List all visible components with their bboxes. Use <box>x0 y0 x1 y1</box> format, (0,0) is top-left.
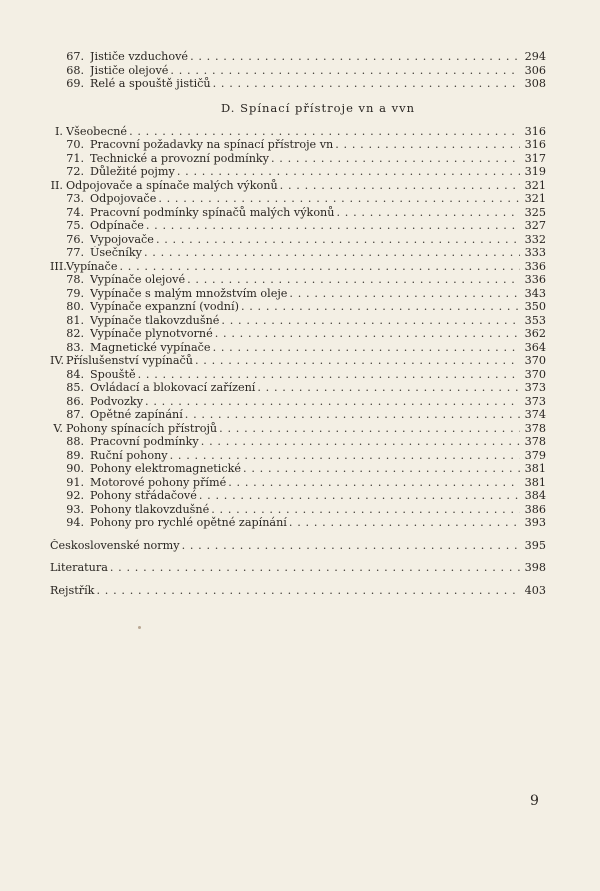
dot-leader <box>228 476 520 490</box>
entry-title: Magnetické vypínače <box>90 340 211 354</box>
entry-number: II. <box>50 178 63 192</box>
entry-title: Rejstřík <box>50 583 95 597</box>
toc-subentry <box>50 449 546 463</box>
entry-number: 94. <box>66 516 84 529</box>
entry-number: I. <box>55 124 63 138</box>
toc-section <box>50 179 546 193</box>
entry-title: Důležité pojmy <box>90 165 175 178</box>
toc-subentry <box>50 435 546 449</box>
spacer <box>50 530 546 539</box>
entry-title: Pohony střádačové <box>90 489 197 502</box>
toc-subentry <box>50 368 546 382</box>
entry-page: 381 <box>524 462 546 475</box>
entry-page: 321 <box>524 178 546 192</box>
toc-subentry <box>50 206 546 220</box>
entry-number: 88. <box>66 435 84 448</box>
entry-title: Ovládací a blokovací zařízení <box>90 381 256 394</box>
entry-page: 378 <box>524 421 546 435</box>
spacer <box>50 575 546 584</box>
entry-number: 86. <box>66 394 84 408</box>
toc-section <box>50 354 546 368</box>
dot-leader <box>219 422 520 436</box>
toc-subentry <box>50 489 546 503</box>
entry-number: IV. <box>50 354 65 367</box>
entry-number: 80. <box>66 300 84 313</box>
entry-title: Literatura <box>50 561 108 574</box>
dot-leader <box>145 395 520 409</box>
dot-leader <box>156 233 520 247</box>
dot-leader <box>215 327 520 341</box>
entry-title: Pohony tlakovzdušné <box>90 502 210 516</box>
dot-leader <box>177 165 520 179</box>
dot-leader <box>213 77 520 91</box>
dot-leader <box>190 50 520 64</box>
entry-page: 321 <box>524 192 546 205</box>
toc-subentry <box>50 219 546 233</box>
entry-title: Ruční pohony <box>90 448 168 462</box>
dot-leader <box>241 300 520 314</box>
dot-leader <box>271 152 520 166</box>
entry-page: 319 <box>524 165 546 178</box>
entry-number: 74. <box>66 205 84 219</box>
dot-leader <box>182 539 520 553</box>
toc-subentry <box>50 462 546 476</box>
entry-title: Opětné zapínání <box>90 408 183 421</box>
entry-number: 69. <box>66 77 84 90</box>
entry-page: 398 <box>524 561 546 574</box>
entry-title: Pracovní podmínky <box>90 435 199 448</box>
dot-leader <box>201 435 520 449</box>
entry-page: 364 <box>524 340 546 354</box>
entry-page: 386 <box>524 502 546 516</box>
entry-title: Relé a spouště jističů <box>90 77 211 90</box>
spacer <box>50 552 546 561</box>
entry-title: Odpojovače a spínače malých výkonů <box>66 178 278 192</box>
entry-title: Vypínače plynotvorné <box>90 327 213 340</box>
dot-leader <box>257 381 520 395</box>
entry-page: 403 <box>524 583 546 597</box>
entry-title: Odpojovače <box>90 192 157 205</box>
dot-leader <box>289 287 520 301</box>
toc-subentry <box>50 341 546 355</box>
entry-number: III. <box>50 259 67 273</box>
dot-leader <box>213 341 520 355</box>
entry-number: 85. <box>66 381 84 394</box>
toc-section <box>50 422 546 436</box>
entry-title: Technické a provozní podmínky <box>90 151 269 165</box>
dot-leader <box>146 219 520 233</box>
entry-number: 92. <box>66 489 84 502</box>
entry-page: 373 <box>524 394 546 408</box>
part-heading: D. Spínací přístroje vn a vvn <box>220 100 416 115</box>
dot-leader <box>129 125 520 139</box>
entry-number: 68. <box>66 63 84 77</box>
toc-section <box>50 125 546 139</box>
toc-subentry <box>50 50 546 64</box>
entry-page: 362 <box>524 327 546 340</box>
dot-leader <box>170 449 520 463</box>
entry-page: 384 <box>524 489 546 502</box>
toc-subentry <box>50 327 546 341</box>
toc-subentry <box>50 64 546 78</box>
toc-subentry <box>50 138 546 152</box>
dot-leader <box>211 503 520 517</box>
entry-title: Pohony elektromagnetické <box>90 462 242 475</box>
dot-leader <box>221 314 520 328</box>
toc-subentry <box>50 152 546 166</box>
toc-subentry <box>50 165 546 179</box>
entry-page: 374 <box>524 408 546 421</box>
entry-page: 379 <box>524 448 546 462</box>
entry-page: 395 <box>524 538 546 552</box>
dot-leader <box>110 561 520 575</box>
entry-number: 67. <box>66 50 84 63</box>
entry-page: 316 <box>524 138 546 151</box>
entry-page: 393 <box>524 516 546 529</box>
entry-title: Pohony pro rychlé opětné zapínání <box>90 516 287 529</box>
toc-subentry <box>50 300 546 314</box>
entry-number: 87. <box>66 408 84 421</box>
dot-leader <box>96 584 520 598</box>
entry-number: 70. <box>66 138 84 151</box>
entry-number: 89. <box>66 448 84 462</box>
dot-leader <box>335 138 520 152</box>
entry-page: 317 <box>524 151 546 165</box>
dot-leader <box>280 179 520 193</box>
entry-title: Pracovní požadavky na spínací přístroje vn <box>90 138 334 151</box>
entry-title: Jističe vzduchové <box>90 50 189 63</box>
dot-leader <box>138 368 520 382</box>
dot-leader <box>119 260 520 274</box>
entry-number: 81. <box>66 313 84 327</box>
entry-title: Motorové pohony přímé <box>90 475 227 489</box>
toc-subentry <box>50 273 546 287</box>
toc-subentry <box>50 408 546 422</box>
entry-number: V. <box>53 421 63 435</box>
dot-leader <box>336 206 520 220</box>
entry-page: 350 <box>524 300 546 313</box>
entry-number: 73. <box>66 192 84 205</box>
entry-number: 93. <box>66 502 84 516</box>
entry-page: 332 <box>524 232 546 246</box>
entry-title: Československé normy <box>50 538 180 552</box>
toc-subentry <box>50 395 546 409</box>
entry-title: Vypínače s malým množstvím oleje <box>90 286 288 300</box>
entry-number: 72. <box>66 165 84 178</box>
toc-back-matter <box>50 584 546 598</box>
toc-subentry <box>50 314 546 328</box>
toc-subentry <box>50 476 546 490</box>
toc-subentry <box>50 233 546 247</box>
entry-number: 77. <box>66 246 84 259</box>
toc-subentry <box>50 381 546 395</box>
toc-subentry <box>50 246 546 260</box>
entry-title: Odpínače <box>90 219 144 232</box>
entry-title: Vypínače expanzní (vodní) <box>90 300 239 313</box>
entry-number: 78. <box>66 273 84 286</box>
entry-page: 325 <box>524 205 546 219</box>
toc-subentry <box>50 192 546 206</box>
entry-number: 75. <box>66 219 84 232</box>
toc-back-matter <box>50 561 546 575</box>
table-of-contents <box>50 50 546 597</box>
paper-speck <box>138 626 141 629</box>
entry-number: 79. <box>66 286 84 300</box>
entry-number: 83. <box>66 340 84 354</box>
entry-number: 76. <box>66 232 84 246</box>
dot-leader <box>195 354 520 368</box>
entry-page: 306 <box>524 63 546 77</box>
entry-title: Vypínače <box>66 259 118 273</box>
entry-number: 91. <box>66 475 84 489</box>
entry-title: Jističe olejové <box>90 63 169 77</box>
dot-leader <box>289 516 520 530</box>
entry-number: 90. <box>66 462 84 475</box>
entry-title: Pohony spínacích přístrojů <box>66 421 218 435</box>
entry-page: 381 <box>524 475 546 489</box>
entry-number: 82. <box>66 327 84 340</box>
toc-section <box>50 260 546 274</box>
dot-leader <box>170 64 520 78</box>
entry-page: 327 <box>524 219 546 232</box>
entry-title: Vypojovače <box>90 232 154 246</box>
toc-subentry <box>50 287 546 301</box>
page-number: 9 <box>530 793 539 809</box>
entry-title: Spouště <box>90 367 136 381</box>
entry-page: 294 <box>524 50 546 63</box>
toc-back-matter <box>50 539 546 553</box>
entry-page: 316 <box>524 124 546 138</box>
entry-number: 84. <box>66 367 84 381</box>
entry-number: 71. <box>66 151 84 165</box>
entry-page: 333 <box>524 246 546 259</box>
dot-leader <box>199 489 520 503</box>
dot-leader <box>158 192 520 206</box>
entry-page: 343 <box>524 286 546 300</box>
entry-page: 378 <box>524 435 546 448</box>
dot-leader <box>185 408 520 422</box>
entry-title: Příslušenství vypínačů <box>66 354 193 367</box>
entry-page: 308 <box>524 77 546 90</box>
entry-page: 370 <box>524 354 546 367</box>
toc-subentry <box>50 503 546 517</box>
toc-subentry <box>50 77 546 91</box>
entry-title: Vypínače tlakovzdušné <box>90 313 220 327</box>
entry-title: Podvozky <box>90 394 144 408</box>
dot-leader <box>144 246 520 260</box>
toc-subentry <box>50 516 546 530</box>
dot-leader <box>243 462 520 476</box>
entry-page: 336 <box>524 259 546 273</box>
entry-page: 373 <box>524 381 546 394</box>
entry-title: Všeobecné <box>66 124 128 138</box>
dot-leader <box>187 273 520 287</box>
entry-page: 336 <box>524 273 546 286</box>
entry-title: Pracovní podmínky spínačů malých výkonů <box>90 205 335 219</box>
entry-page: 370 <box>524 367 546 381</box>
entry-title: Úsečníky <box>90 246 142 259</box>
entry-page: 353 <box>524 313 546 327</box>
entry-title: Vypínače olejové <box>90 273 186 286</box>
